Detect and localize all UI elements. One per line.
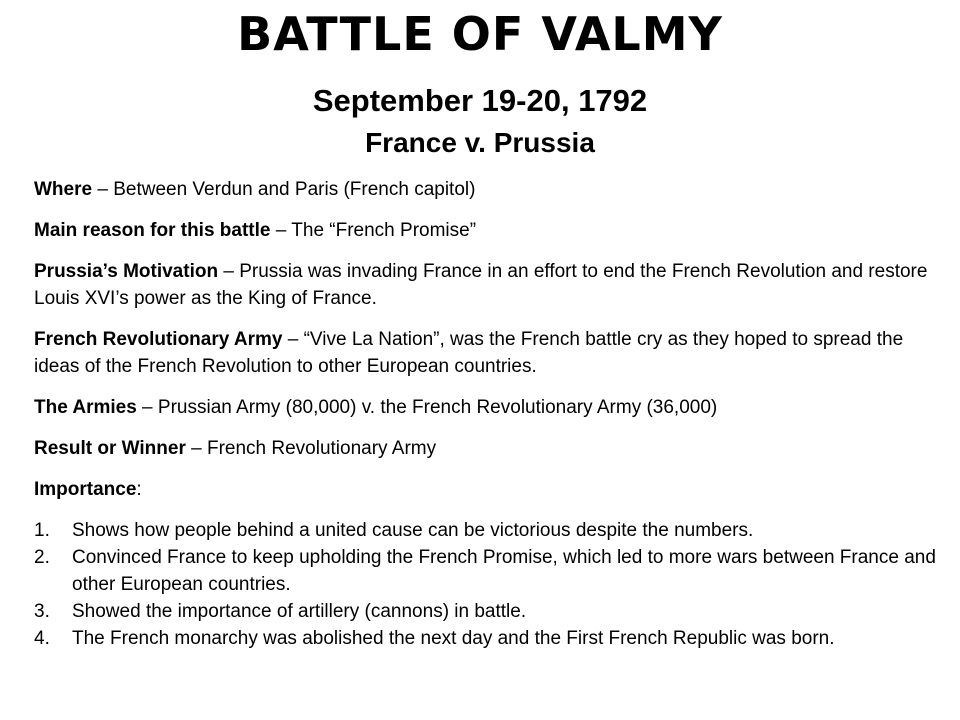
section-label: Prussia’s Motivation [34,261,219,282]
section-text: The “French Promise” [291,220,477,241]
list-text: The French monarchy was abolished the next day and the First French Republic was born. [72,628,835,649]
section-prussia-motivation [34,258,944,312]
section-label: Result or Winner [34,438,186,459]
section-importance [34,476,944,503]
section-separator: : [136,479,142,500]
list-number: 2. [34,547,50,568]
section-armies [34,394,944,421]
section-french-army [34,326,944,380]
section-separator: – [270,220,292,241]
list-text: Showed the importance of artillery (cannons) in battle. [72,601,527,622]
list-text: Shows how people behind a united cause can be victorious despite the numbers. [72,520,754,541]
section-text: Prussia was invading France in an effort to end the French Revolution and restore Louis XVI’s power as the King of France. [34,261,928,309]
list-item [34,598,944,625]
section-text: Prussian Army (80,000) v. the French Revolutionary Army (36,000) [157,397,718,418]
section-text: French Revolutionary Army [206,438,437,459]
section-main-reason [34,217,944,244]
section-label: French Revolutionary Army [34,329,283,350]
section-where [34,176,944,203]
list-item [34,517,944,544]
list-number: 4. [34,628,50,649]
list-text: Convinced France to keep upholding the French Promise, which led to more wars between France and other European countries. [72,547,936,595]
section-text: Between Verdun and Paris (French capitol) [113,179,476,200]
section-text: “Vive La Nation”, was the French battle cry as they hoped to spread the ideas of the French Revolution to other European countries. [34,329,904,377]
battle-belligerents: France v. Prussia [365,127,595,158]
section-separator: – [282,329,304,350]
list-number: 3. [34,601,50,622]
section-separator: – [185,438,207,459]
list-item [34,625,944,652]
section-separator: – [92,179,114,200]
list-item [34,544,944,598]
importance-list [34,517,944,652]
section-separator: – [218,261,240,282]
page-title: BATTLE OF VALMY [237,7,723,61]
section-label: Importance [34,479,137,500]
section-result [34,435,944,462]
section-label: The Armies [34,397,137,418]
battle-date: September 19-20, 1792 [312,83,648,118]
content-body [34,176,944,652]
section-label: Main reason for this battle [34,220,271,241]
section-separator: – [136,397,158,418]
section-label: Where [34,179,93,200]
list-number: 1. [34,520,50,541]
